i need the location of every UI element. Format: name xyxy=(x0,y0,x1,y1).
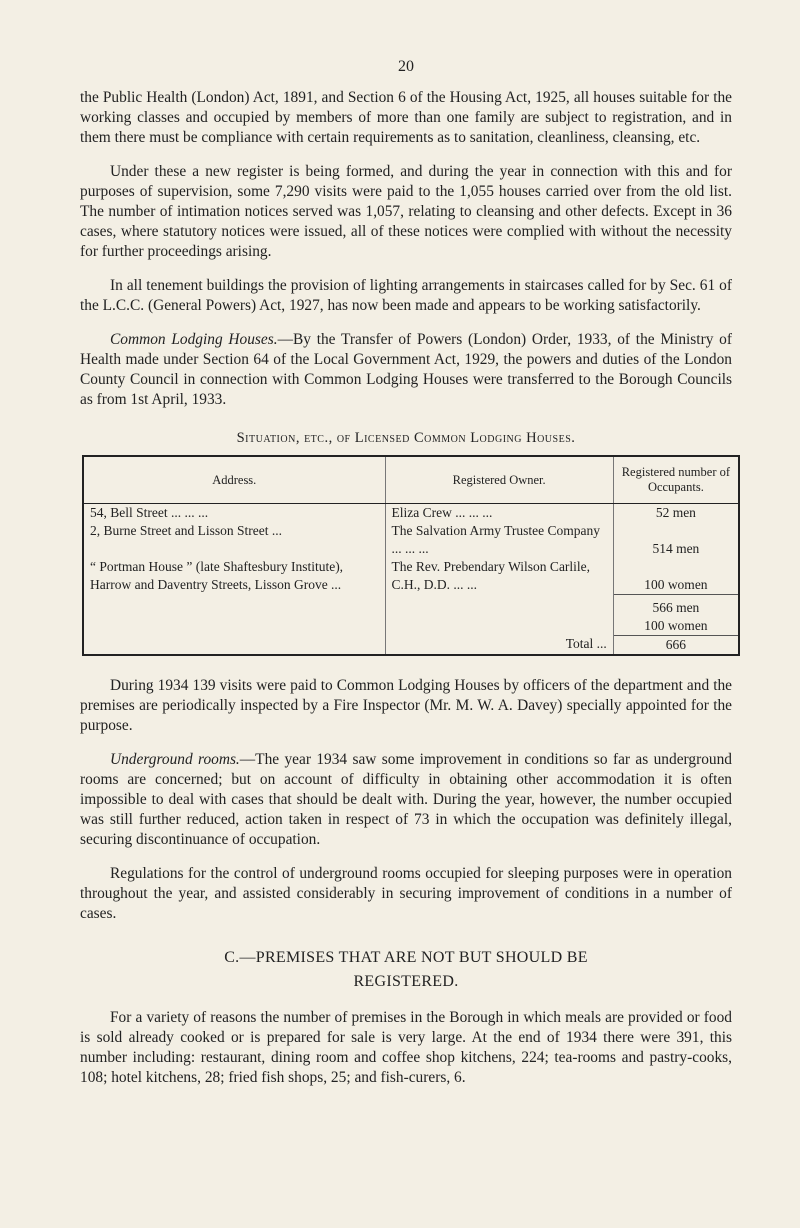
header-address: Address. xyxy=(83,456,385,504)
total-row xyxy=(83,635,739,655)
underground-title: Underground rooms. xyxy=(110,750,240,768)
total-label: Total ... xyxy=(385,635,613,655)
row-address: “ Portman House ” (late Shaftesbury Institute), Harrow and Daventry Streets, Lisson Grove ... xyxy=(90,559,344,592)
table-caption: Situation, etc., of Licensed Common Lodging Houses. xyxy=(236,430,576,446)
table-row xyxy=(83,504,739,523)
row-occupants: 52 men xyxy=(613,504,739,523)
paragraph-common-lodging xyxy=(80,330,732,410)
paragraph-lighting: In all tenement buildings the provision of lighting arrangements in staircases called for by Sec. 61 of the L.C.C. (General Powers) Act, 1927, has now been made and appears to be working satisfactorily. xyxy=(80,277,732,314)
paragraph-visits: During 1934 139 visits were paid to Common Lodging Houses by officers of the department and the premises are periodically inspected by a Fire Inspector (Mr. M. W. A. Davey) specially appointed for the purpose. xyxy=(80,676,732,734)
row-owner: The Rev. Prebendary Wilson Carlile, C.H., D.D. ... ... xyxy=(385,558,613,594)
paragraph-premises: For a variety of reasons the number of premises in the Borough in which meals are provided or food is sold already cooked or is prepared for sale is very large. At the end of 1934 there were 391, this number including: restaurant, dining room and coffee shop kitchens, 224; tea-rooms and pastry-cooks, 108; hotel kitchens, 28; fried fish shops, 25; and fish-curers, 6. xyxy=(80,1008,732,1086)
row-address: 54, Bell Street ... ... ... xyxy=(90,505,209,520)
header-owner: Registered Owner. xyxy=(385,456,613,504)
paragraph-underground xyxy=(80,750,732,850)
row-owner: Eliza Crew ... ... ... xyxy=(385,504,613,523)
table-row xyxy=(83,558,739,594)
paragraph-regulations: Regulations for the control of underground rooms occupied for sleeping purposes were in operation throughout the year, and assisted considerably in securing improvement of conditions in a number of cases. xyxy=(80,864,732,922)
total-value: 666 xyxy=(613,635,739,655)
underground-body: —The year 1934 saw some improvement in conditions so far as underground rooms are concerned; but on account of difficulty in obtaining other accommodation it is often impossible to deal with cases that should be dealt with. During the year, however, the number occupied was still further reduced, action taken in respect of 73 in which the occupation was definitely illegal, securing discontinuance of occupation. xyxy=(80,750,732,848)
common-lodging-title: Common Lodging Houses. xyxy=(110,331,278,348)
row-owner: The Salvation Army Trustee Company ... ... ... xyxy=(385,522,613,558)
row-occupants: 514 men xyxy=(613,522,739,558)
row-address: 2, Burne Street and Lisson Street ... xyxy=(90,523,282,538)
table-row xyxy=(83,522,739,558)
section-heading xyxy=(80,946,732,994)
section-heading-line1: C.—PREMISES THAT ARE NOT BUT SHOULD BE xyxy=(224,948,588,966)
row-occupants: 100 women xyxy=(613,558,739,594)
subtotal-women: 100 women xyxy=(644,617,708,633)
common-lodging-body: —By the Transfer of Powers (London) Order, 1933, of the Ministry of Health made under Section 64 of the Local Government Act, 1929, the powers and duties of the London County Council in connection with Common Lodging Houses were transferred to the Borough Councils as from 1st April, 1933. xyxy=(80,331,732,408)
paragraph-register: Under these a new register is being formed, and during the year in connection with this and for purposes of supervision, some 7,290 visits were paid to the 1,055 houses carried over from the old list. The number of intimation notices served was 1,057, relating to cleansing and other defects. Except in 36 cases, where statutory notices were issued, all of these notices were complied with without the necessity for further proceedings arising. xyxy=(80,163,732,260)
header-occupants: Registered number of Occupants. xyxy=(613,456,739,504)
table-header-row xyxy=(83,456,739,504)
subtotal-cell xyxy=(613,594,739,635)
subtotal-row xyxy=(83,594,739,635)
paragraph-housing-act: the Public Health (London) Act, 1891, and Section 6 of the Housing Act, 1925, all houses suitable for the working classes and occupied by members of more than one family are subject to registration, and in them there must be compliance with certain requirements as to sanitation, cleanliness, cleansing, etc. xyxy=(80,89,732,146)
page-number: 20 xyxy=(398,58,414,75)
subtotal-men: 566 men xyxy=(652,599,700,615)
section-heading-line2: REGISTERED. xyxy=(353,972,459,990)
lodging-houses-table xyxy=(82,455,740,656)
